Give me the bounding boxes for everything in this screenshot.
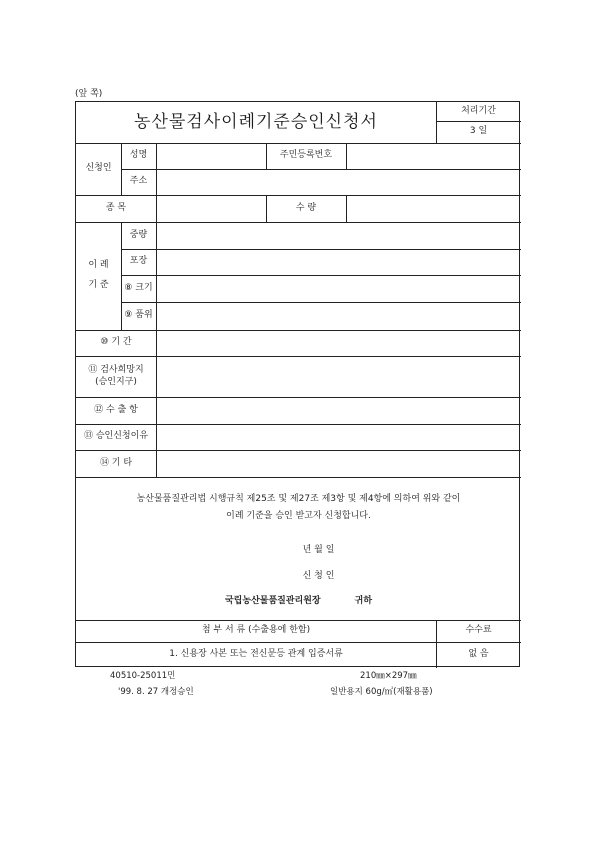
inspection-place-label <box>76 356 156 397</box>
addressee: 국립농산물품질관리원장 <box>224 596 321 607</box>
weight-field[interactable] <box>156 222 521 249</box>
export-country-field[interactable] <box>156 397 521 424</box>
page-side-label: (앞 쪽) <box>75 89 103 99</box>
date-line: 년 월 일 <box>302 545 335 555</box>
addressee-block <box>76 592 521 612</box>
address-label: 주소 <box>129 176 148 187</box>
paper-size: 210㎜×297㎜ <box>360 671 417 681</box>
form-number: 40510-25011민 <box>110 671 176 681</box>
attachments-label: 첨 부 서 류 (수출용에 한함) <box>201 625 311 636</box>
weight-label: 중량 <box>129 229 148 240</box>
processing-period-value: 3 일 <box>469 126 488 137</box>
fee-label: 수수료 <box>465 625 492 636</box>
inspection-place-line2: (승인지구) <box>95 376 137 387</box>
period-field[interactable] <box>156 330 521 356</box>
size-field[interactable] <box>156 275 521 302</box>
exception-label-line2: 기 준 <box>88 280 109 290</box>
inspection-place-field[interactable] <box>156 356 521 397</box>
processing-period-label: 처리기간 <box>461 105 496 116</box>
quantity-field[interactable] <box>346 195 521 222</box>
exception-label-line1: 이 례 <box>88 260 109 271</box>
reason-label: ⑬ 승인신청이유 <box>83 431 149 442</box>
packaging-label: 포장 <box>129 256 148 267</box>
grade-label: ⑨ 품위 <box>124 310 153 321</box>
item-label: 종 목 <box>105 202 127 213</box>
packaging-field[interactable] <box>156 249 521 275</box>
other-label: ⑭ 기 타 <box>99 457 133 468</box>
approval-date: '99. 8. 27 개정승인 <box>118 687 194 697</box>
other-field[interactable] <box>156 450 521 477</box>
statement-line-1: 농산물품질관리법 시행규칙 제25조 및 제27조 제3항 및 제4항에 의하여 위와 같이 <box>136 494 461 504</box>
reason-field[interactable] <box>156 424 521 450</box>
fee-value: 없 음 <box>468 649 489 660</box>
attachment-item: 1. 신용장 사본 또는 전신문등 관계 입증서류 <box>169 649 343 660</box>
applicant-label: 신청인 <box>85 163 112 174</box>
addressee-suffix: 귀하 <box>354 596 373 607</box>
quantity-label: 수 량 <box>295 202 317 213</box>
paper-type: 일반용지 60g/㎡(재활용품) <box>330 687 433 697</box>
exception-standard-label <box>76 222 121 330</box>
name-label: 성명 <box>129 150 148 161</box>
grade-field[interactable] <box>156 302 521 330</box>
resident-number-label: 주민등록번호 <box>279 150 333 161</box>
statement-line-2: 이례 기준을 승인 받고자 신청합니다. <box>226 511 371 521</box>
item-field[interactable] <box>156 195 266 222</box>
form-title: 농산물검사이례기준승인신청서 <box>134 112 378 133</box>
inspection-place-line1: ⑪ 검사희망지 <box>88 364 144 375</box>
period-label: ⑩ 기 간 <box>100 337 132 348</box>
name-field[interactable] <box>156 143 266 169</box>
applicant-signature-line: 신 청 인 <box>302 571 335 581</box>
address-field[interactable] <box>156 169 521 195</box>
size-label: ⑧ 크기 <box>124 282 153 293</box>
application-form <box>75 101 520 667</box>
resident-number-field[interactable] <box>346 143 521 169</box>
export-country-label: ⑫ 수 출 항 <box>94 404 138 415</box>
